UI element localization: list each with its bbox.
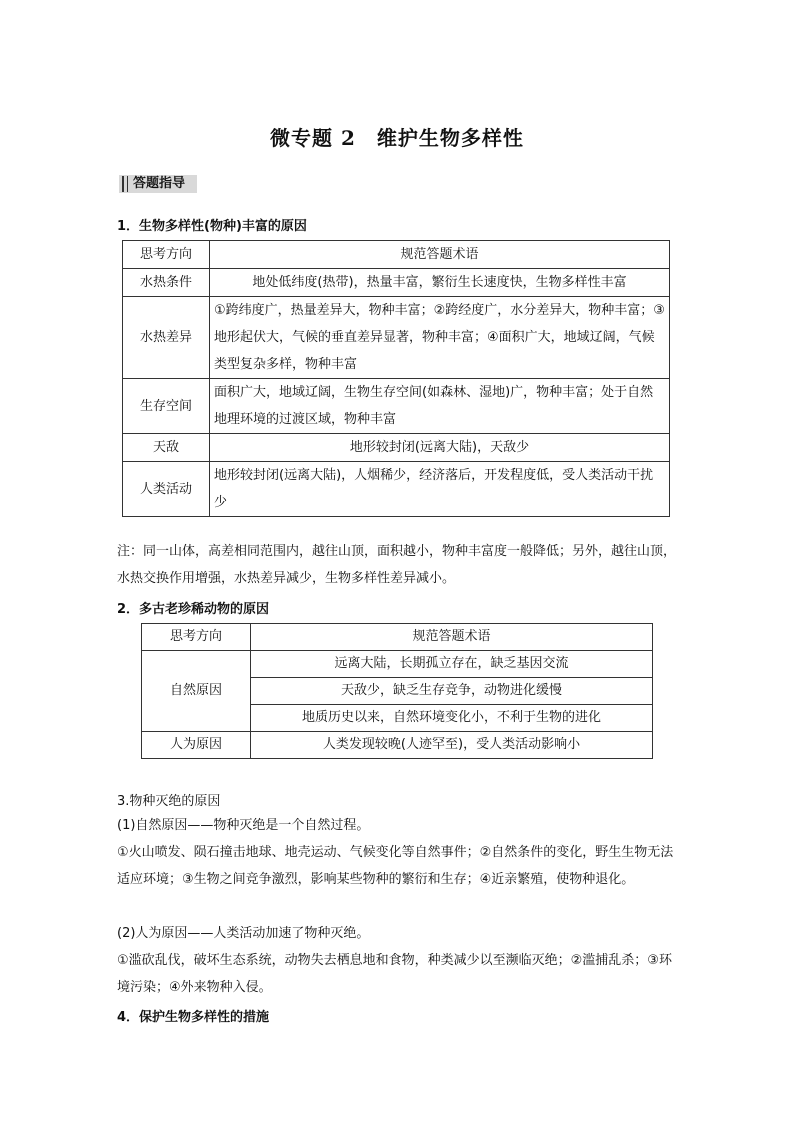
biodiversity-reasons-table — [122, 240, 670, 517]
section3-p2: ①火山喷发、陨石撞击地球、地壳运动、气候变化等自然事件；②自然条件的变化，野生生物无法适应环境；③生物之间竞争激烈，影响某些物种的繁衍和生存；④近亲繁殖，使物种退化。 — [117, 845, 674, 887]
table-row — [142, 651, 653, 678]
row-value: 地形较封闭(远离大陆)，人烟稀少，经济落后，开发程度低，受人类活动干扰少 — [210, 462, 670, 517]
row-value: ①跨纬度广，热量差异大，物种丰富；②跨经度广，水分差异大，物种丰富；③地形起伏大，气候的垂直差异显著，物种丰富；④面积广大，地域辽阔，气候类型复杂多样，物种丰富 — [210, 297, 670, 379]
section3-p1: (1)自然原因——物种灭绝是一个自然过程。 — [117, 818, 370, 833]
section3-p4: ①滥砍乱伐，破坏生态系统，动物失去栖息地和食物，种类减少以至濒临灭绝；②滥捕乱杀；③环境污染；④外来物种入侵。 — [117, 953, 672, 995]
table-row — [142, 624, 653, 651]
row-value: 远离大陆，长期孤立存在，缺乏基因交流 — [251, 651, 653, 678]
row-value: 地处低纬度(热带)，热量丰富，繁衍生长速度快，生物多样性丰富 — [210, 269, 670, 297]
table-row — [142, 732, 653, 759]
row-key: 水热条件 — [123, 269, 210, 297]
row-key: 生存空间 — [123, 379, 210, 434]
section1-note: 注：同一山体，高差相同范围内，越往山顶，面积越小，物种丰富度一般降低；另外，越往山顶，水热交换作用增强，水热差异减少，生物多样性差异减小。 — [117, 544, 677, 586]
table-row — [123, 269, 670, 297]
section1-heading: 1．生物多样性(物种)丰富的原因 — [117, 219, 307, 234]
header-cell: 规范答题术语 — [210, 241, 670, 269]
header-cell: 规范答题术语 — [251, 624, 653, 651]
row-key: 人类活动 — [123, 462, 210, 517]
header-cell: 思考方向 — [123, 241, 210, 269]
rare-animals-table — [141, 623, 653, 759]
table-row — [123, 379, 670, 434]
row-value: 天敌少，缺乏生存竞争，动物进化缓慢 — [251, 678, 653, 705]
section-tag: 答题指导 — [119, 175, 197, 193]
table-row — [123, 297, 670, 379]
row-value: 地形较封闭(远离大陆)，天敌少 — [210, 434, 670, 462]
page-title: 微专题 2 维护生物多样性 — [270, 126, 524, 150]
table-row — [123, 241, 670, 269]
section2-heading: 2．多古老珍稀动物的原因 — [117, 602, 270, 617]
section3-heading: 3.物种灭绝的原因 — [117, 794, 221, 809]
row-key: 自然原因 — [142, 651, 251, 732]
section3-p3: (2)人为原因——人类活动加速了物种灭绝。 — [117, 926, 370, 941]
row-value: 面积广大，地域辽阔，生物生存空间(如森林、湿地)广，物种丰富；处于自然地理环境的过渡区域，物种丰富 — [210, 379, 670, 434]
row-key: 人为原因 — [142, 732, 251, 759]
row-key: 水热差异 — [123, 297, 210, 379]
header-cell: 思考方向 — [142, 624, 251, 651]
row-value: 地质历史以来，自然环境变化小，不利于生物的进化 — [251, 705, 653, 732]
row-value: 人类发现较晚(人迹罕至)，受人类活动影响小 — [251, 732, 653, 759]
row-key: 天敌 — [123, 434, 210, 462]
table-row — [123, 434, 670, 462]
table-row — [123, 462, 670, 517]
section4-heading: 4．保护生物多样性的措施 — [117, 1010, 270, 1025]
